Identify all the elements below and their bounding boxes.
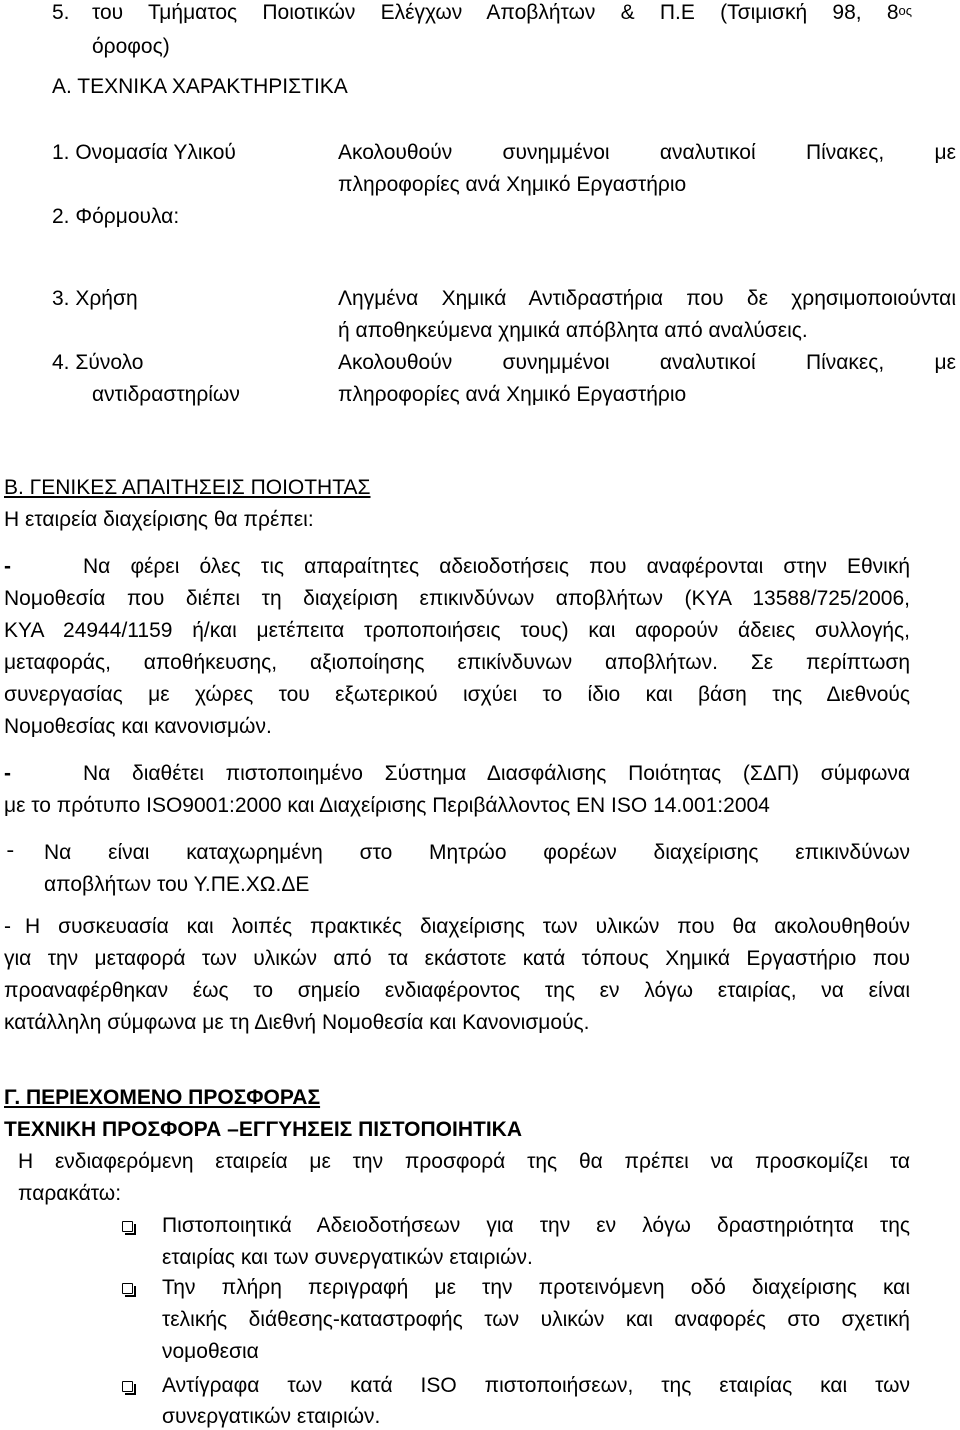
bullet1-line1: Πιστοποιητικά Αδειοδοτήσεων για την εν λόγω δραστηριότητα της bbox=[162, 1214, 910, 1237]
spec-value-total-l2: πληροφορίες ανά Χημικό Εργαστήριο bbox=[338, 383, 687, 406]
spec-label-total-l2: αντιδραστηρίων bbox=[92, 383, 240, 406]
p1-line4: μεταφοράς, αποθήκευσης, αξιοποίησης επικίνδυνων αποβλήτων. Σε περίπτωση bbox=[4, 651, 910, 674]
spec-label-total: 4. Σύνολο bbox=[52, 351, 144, 374]
section-c-subtitle: ΤΕΧΝΙΚΗ ΠΡΟΣΦΟΡΑ –ΕΓΓΥΗΣΕΙΣ ΠΙΣΤΟΠΟΙΗΤΙΚΑ bbox=[4, 1118, 522, 1141]
spec-value-total-l1: Ακολουθούν συνημμένοι αναλυτικοί Πίνακες, με bbox=[338, 351, 956, 374]
dash-1: - bbox=[4, 555, 11, 578]
p2-line2: με το πρότυπο ISO9001:2000 και Διαχείρισης Περιβάλλοντος EN ISO 14.001:2004 bbox=[4, 794, 770, 817]
section-a-title: Α. ΤΕΧΝΙΚΑ ΧΑΡΑΚΤΗΡΙΣΤΙΚΑ bbox=[52, 75, 348, 98]
p2-line1: Να διαθέτει πιστοποιημένο Σύστημα Διασφάλισης Ποιότητας (ΣΔΠ) σύμφωνα bbox=[83, 762, 910, 785]
p1-line3: ΚΥΑ 24944/1159 ή/και μετέπειτα τροποποιήσεις τους) και αφορούν άδειες συλλογής, bbox=[4, 619, 910, 642]
bullet3-line1: Αντίγραφα των κατά ISO πιστοποιήσεων, της εταιρίας και των bbox=[162, 1374, 910, 1397]
p4-line3: προαναφέρθηκαν έως το σημείο ενδιαφέροντος της εν λόγω εταιρίας, να είναι bbox=[4, 979, 910, 1002]
checkbox-bullet-icon bbox=[122, 1381, 133, 1392]
section-b-title: Β. ΓΕΝΙΚΕΣ ΑΠΑΙΤΗΣΕΙΣ ΠΟΙΟΤΗΤΑΣ bbox=[4, 476, 371, 499]
spec-label-name: 1. Ονομασία Υλικού bbox=[52, 141, 236, 164]
item5-number: 5. bbox=[52, 1, 70, 24]
bullet2-line1: Την πλήρη περιγραφή με την προτεινόμενη οδό διαχείρισης και bbox=[162, 1276, 910, 1299]
spec-value-use-l2: ή αποθηκεύμενα χημικά απόβλητα από αναλύσεις. bbox=[338, 319, 808, 342]
checkbox-bullet-icon bbox=[122, 1221, 133, 1232]
p3-line1: Να είναι καταχωρημένη στο Μητρώο φορέων διαχείρισης επικινδύνων bbox=[44, 841, 910, 864]
item5-line2: όροφος) bbox=[92, 35, 170, 58]
p4-line1: Η συσκευασία και λοιπές πρακτικές διαχείρισης των υλικών που θα ακολουθηθούν bbox=[25, 915, 910, 938]
spec-value-name-l2: πληροφορίες ανά Χημικό Εργαστήριο bbox=[338, 173, 687, 196]
spec-value-name-l1: Ακολουθούν συνημμένοι αναλυτικοί Πίνακες, με bbox=[338, 141, 956, 164]
section-c-intro-l2: παρακάτω: bbox=[18, 1182, 122, 1205]
spec-label-formula: 2. Φόρμουλα: bbox=[52, 205, 180, 228]
p1-line5: συνεργασίας με χώρες του εξωτερικού ισχύει το ίδιο και βάση της Διεθνούς bbox=[4, 683, 910, 706]
item5-line1: του Τμήματος Ποιοτικών Ελέγχων Αποβλήτων & Π.Ε (Τσιμισκή 98, $8^{o\varsigma}$ bbox=[92, 1, 912, 24]
checkbox-bullet-icon bbox=[122, 1283, 133, 1294]
bullet2-line3: νομοθεσια bbox=[162, 1340, 259, 1363]
section-c-intro-l1: Η ενδιαφερόμενη εταιρεία με την προσφορά της θα πρέπει να προσκομίζει τα bbox=[18, 1150, 910, 1173]
p4-line4: κατάλληλη σύμφωνα με τη Διεθνή Νομοθεσία και Κανονισμούς. bbox=[4, 1011, 590, 1034]
dash-3: - bbox=[4, 841, 17, 864]
section-c-title: Γ. ΠΕΡΙΕΧΟΜΕΝΟ ΠΡΟΣΦΟΡΑΣ bbox=[4, 1086, 321, 1109]
p1-line2: Νομοθεσία που διέπει τη διαχείριση επικινδύνων αποβλήτων (ΚΥΑ 13588/725/2006, bbox=[4, 587, 910, 610]
bullet1-line2: εταιρίας και των συνεργατικών εταιριών. bbox=[162, 1246, 533, 1269]
p1-line6: Νομοθεσίας και κανονισμών. bbox=[4, 715, 272, 738]
p4-line2: για την μεταφορά των υλικών από τα εκάστοτε κατά τόπους Χημικά Εργαστήριο που bbox=[4, 947, 910, 970]
section-b-intro: Η εταιρεία διαχείρισης θα πρέπει: bbox=[4, 508, 314, 531]
bullet2-line2: τελικής διάθεσης-καταστροφής των υλικών και αναφορές στο σχετική bbox=[162, 1308, 910, 1331]
spec-value-use-l1: Ληγμένα Χημικά Αντιδραστήρια που δε χρησιμοποιούνται bbox=[338, 287, 956, 310]
bullet3-line2: συνεργατικών εταιριών. bbox=[162, 1405, 381, 1428]
spec-label-use: 3. Χρήση bbox=[52, 287, 138, 310]
p3-line2: αποβλήτων του Υ.ΠΕ.ΧΩ.ΔΕ bbox=[44, 873, 310, 896]
dash-4: - bbox=[4, 915, 11, 938]
dash-2: - bbox=[4, 762, 11, 785]
p1-line1: Να φέρει όλες τις απαραίτητες αδειοδοτήσεις που αναφέρονται στην Εθνική bbox=[83, 555, 910, 578]
